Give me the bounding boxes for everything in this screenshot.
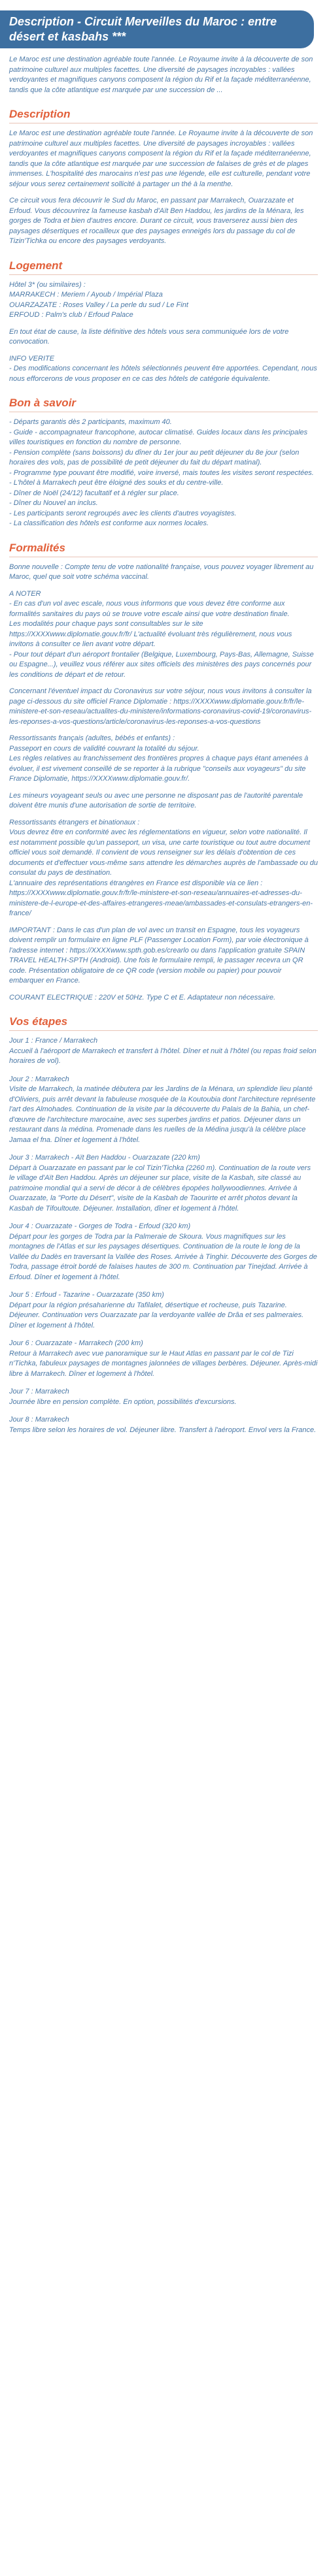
hotel-line: MARRAKECH : Meriem / Ayoub / Impérial Plaza — [9, 291, 163, 299]
ressortissants-line: Ressortissants français (adultes, bébés et enfants) : — [9, 734, 175, 742]
list-item: - Programme type pouvant être modifié, voire inversé, mais toutes les visites seront respectées. — [9, 468, 314, 477]
bon-a-savoir-section — [0, 396, 327, 529]
step-text: Départ pour les gorges de Todra par la Palmeraie de Skoura. Vous magnifiques sur les montagnes de l'Atlas et sur les paysages désertiques. Continuation de la route le long de la Vallée du Dadès en traversant la Vallée des Roses. Arrivée à Tinghir. Découverte des Gorges de Todra, passage étroit bordé de falaises hautes de 300 m. Continuation par Tinejdad. Arrivée à Erfoud. Dîner et logement à l'hôtel. — [9, 1232, 317, 1281]
step-text: Départ pour la région présaharienne du Tafilalet, désertique et rocheuse, puis Tazarine. Déjeuner. Continuation vers Ouarzazate par la verdoyante vallée de Drâa et ses palmeraies. Dîner et logement à l'hôtel. — [9, 1301, 304, 1329]
etrangers-line: L'annuaire des représentations étrangères en France est disponible via ce lien : https://XXXXwww.diplomatie.gouv.fr/fr/le-ministere-et-son-reseau/annuaires-et-adresses-du-ministere-de-l-europe-et-des-affaires-etrangeres-meae/ambassades-et-consulats-etrangers-en-france/ — [9, 879, 313, 917]
title-banner — [0, 10, 314, 48]
page-title: Description - Circuit Merveilles du Maroc : entre désert et kasbahs *** — [9, 15, 277, 43]
description-heading: Description — [9, 107, 318, 123]
ressortissants-francais-block — [9, 734, 318, 785]
step-title: Jour 1 : France / Marrakech — [9, 1037, 98, 1045]
a-noter-block — [9, 589, 318, 681]
step-title: Jour 4 : Ouarzazate - Gorges de Todra - Erfoud (320 km) — [9, 1222, 191, 1230]
formalites-paragraph: Concernant l'éventuel impact du Coronavirus sur votre séjour, nous vous invitons à consulter la page ci-dessous du site officiel France Diplomatie : https://XXXXwww.diplomatie.gouv.fr/fr/le-ministere-et-son-reseau/actualites-du-ministere/informations-coronavirus-covid-19/coronavirus-les-reponses-a-vos-questions/article/coronavirus-les-reponses-a-vos-questions — [9, 687, 312, 726]
formalites-paragraph: IMPORTANT : Dans le cas d'un plan de vol avec un transit en Espagne, tous les voyageurs doivent remplir un formulaire en ligne PLF (Passenger Location Form), par voie électronique à l'adresse internet : https://XXXXwww.spth.gob.es/crearlo ou dans l'application gratuite SPAIN TRAVEL HEALTH-SPTH (Android). Une fois le formulaire rempli, le passager recevra un QR code. Présentation obligatoire de ce QR code (version mobile ou papier) pour pouvoir embarquer en France. — [9, 926, 309, 985]
a-noter-line: - En cas d'un vol avec escale, nous vous informons que vous devez être conforme aux formalités sanitaires du pays où se trouve votre escale ainsi que votre destination finale. — [9, 600, 290, 618]
bon-a-savoir-heading: Bon à savoir — [9, 396, 318, 412]
step-text: Visite de Marrakech, la matinée débutera par les Jardins de la Ménara, un splendide lieu planté d'Oliviers, puis arrêt devant la fabuleuse mosquée de la Koutoubia dont l'architecture représente l'art des Almohades. Continuation de la visite par la découverte du Palais de la Bahia, un chef-d'œuvre de l'architecture marocaine, avec ses superbes jardins et patios. Déjeuner dans un restaurant dans la médina. Promenade dans les ruelles de la Médina jusqu'à la célèbre place Jamaa el fna. Dîner et logement à l'hôtel. — [9, 1085, 316, 1144]
info-verite-title: INFO VERITE — [9, 354, 55, 363]
a-noter-title: A NOTER — [9, 589, 41, 598]
intro-section — [0, 55, 327, 95]
etapes-section — [0, 1015, 327, 1435]
list-item: - Dîner de Noël (24/12) facultatif et à régler sur place. — [9, 489, 179, 497]
step-day-3 — [9, 1153, 318, 1214]
description-paragraph: Ce circuit vous fera découvrir le Sud du Maroc, en passant par Marrakech, Ouarzazate et Erfoud. Vous découvrirez la fameuse kasbah d'Aït Ben Haddou, les jardins de la Ménara, les gorges de Todra et bien d'autres encore. Durant ce circuit, vous traverserez aussi bien des paysages désertiques et rocailleux que des paysages enneigés lors du passage du col de Tizin'Tichka ou encore des paysages verdoyants. — [9, 197, 304, 245]
step-day-1 — [9, 1036, 318, 1067]
step-day-6 — [9, 1339, 318, 1379]
formalites-paragraph: Bonne nouvelle : Compte tenu de votre nationalité française, vous pouvez voyager librement au Maroc, quel que soit votre schéma vaccinal. — [9, 562, 314, 581]
step-text: Départ à Ouarzazate en passant par le col Tizin'Tichka (2260 m). Continuation de la route vers le village d'Aït Ben Haddou. Après un déjeuner sur place, visite de la Kasbah, site classé au patrimoine mondial qui a servi de décor à de célèbres épopées hollywoodiennes. Arrivée à Ouarzazate, la "Porte du Désert", visite de la Kasbah de Taourirte et arrêt photos devant la Kasbah de Tifoultoute. Déjeuner. Installation, dîner et logement à l'hôtel. — [9, 1164, 311, 1213]
formalites-paragraph: COURANT ELECTRIQUE : 220V et 50Hz. Type C et E. Adaptateur non nécessaire. — [9, 993, 276, 1002]
ressortissants-line: Passeport en cours de validité couvrant la totalité du séjour. — [9, 744, 199, 753]
step-title: Jour 6 : Ouarzazate - Marrakech (200 km) — [9, 1339, 143, 1347]
etrangers-line: Vous devrez être en conformité avec les réglementations en vigueur, selon votre nationalité. Il est notamment possible qu'un passeport, un visa, une carte touristique ou tout autre document officiel vous soit demandé. Il convient de vous renseigner sur les délais d'obtention de ces documents et d'effectuer vous-même sans attendre les démarches auprès de l'ambassade ou du consulat du pays de destination. — [9, 828, 318, 877]
list-item: - Guide - accompagnateur francophone, autocar climatisé. Guides locaux dans les principales villes touristiques en fonction du nombre de personne. — [9, 428, 308, 446]
formalites-section — [0, 541, 327, 1003]
step-text: Temps libre selon les horaires de vol. Déjeuner libre. Transfert à l'aéroport. Envol vers la France. — [9, 1426, 317, 1434]
list-item: - La classification des hôtels est conforme aux normes locales. — [9, 519, 209, 527]
list-item: - Pension complète (sans boissons) du dîner du 1er jour au petit déjeuner du 8e jour (selon horaires des vols, pas de possibilité de petit déjeuner du fait du départ matinal). — [9, 448, 300, 466]
formalites-paragraph: Les mineurs voyageant seuls ou avec une personne ne disposant pas de l'autorité parentale doivent être munis d'une autorisation de sortie de territoire. — [9, 791, 303, 809]
list-item: - Départs garantis dès 2 participants, maximum 40. — [9, 418, 172, 426]
hotel-line: OUARZAZATE : Roses Valley / La perle du sud / Le Fint — [9, 301, 188, 309]
list-item: - Les participants seront regroupés avec les clients d'autres voyagistes. — [9, 509, 237, 517]
ressortissants-line: Les règles relatives au franchissement des frontières propres à chaque pays étant amenées à évoluer, il est vivement conseillé de se reporter à la rubrique "conseils aux voyageurs" du site France Diplomatie, https://XXXXwww.diplomatie.gouv.fr/. — [9, 755, 309, 783]
ressortissants-etrangers-block — [9, 818, 318, 919]
intro-text: Le Maroc est une destination agréable toute l'année. Le Royaume invite à la découverte de son patrimoine culturel aux multiples facettes. Une diversité de paysages incroyables : vallées verdoyantes et magnifiques canyons composent la région du Rif et la façade méditerranéenne, tandis que la côte atlantique est marquée par une succession de ... — [9, 56, 313, 94]
info-verite-text: - Des modifications concernant les hôtels sélectionnés peuvent être apportées. Cependant, nous nous efforcerons de vous proposer en ce cas des hôtels de catégorie équivalente. — [9, 365, 317, 383]
step-day-5 — [9, 1290, 318, 1331]
logement-heading: Logement — [9, 259, 318, 275]
step-day-4 — [9, 1222, 318, 1282]
a-noter-line: Les modalités pour chaque pays sont consultables sur le site https://XXXXwww.diplomatie.gouv.fr/fr/ L'actualité évoluant très régulièrement, nous vous invitons à consulter ce lien avant votre départ. — [9, 620, 292, 648]
step-text: Retour à Marrakech avec vue panoramique sur le Haut Atlas en passant par le col de Tizi n'Tichka, fabuleux paysages de montagnes jalonnées de villages berbères. Déjeuner. Après-midi libre à Marrakech. Dîner et logement à l'hôtel. — [9, 1349, 318, 1378]
logement-paragraph: En tout état de cause, la liste définitive des hôtels vous sera communiquée lors de votre convocation. — [9, 327, 289, 346]
a-noter-line: - Pour tout départ d'un aéroport frontalier (Belgique, Luxembourg, Pays-Bas, Allemagne, Suisse ou Espagne...), veuillez vous référer aux sites officiels des ministères des pays concernés pour les conditions de départ et de retour. — [9, 650, 314, 679]
step-title: Jour 5 : Erfoud - Tazarine - Ouarzazate (350 km) — [9, 1291, 164, 1299]
description-paragraph: Le Maroc est une destination agréable toute l'année. Le Royaume invite à la découverte de son patrimoine culturel aux multiples facettes. Une diversité de paysages incroyables : vallées verdoyantes et magnifiques canyons composent la région du Rif et la façade méditerranéenne, tandis que la côte atlantique est marquée par une succession de falaises de grès et de plages immenses. L'hospitalité des marocains n'est pas une légende, elle est culturelle, pendant votre séjour vous serez certainement sollicité à partager un thé à la menthe. — [9, 129, 313, 188]
step-day-2 — [9, 1075, 318, 1146]
info-verite — [9, 354, 318, 385]
step-title: Jour 7 : Marrakech — [9, 1388, 69, 1395]
step-text: Journée libre en pension complète. En option, possibilités d'excursions. — [9, 1397, 237, 1406]
step-text: Accueil à l'aéroport de Marrakech et transfert à l'hôtel. Dîner et nuit à l'hôtel (ou repas froid selon horaires de vol). — [9, 1047, 317, 1065]
step-title: Jour 8 : Marrakech — [9, 1416, 69, 1424]
hotel-line: Hôtel 3* (ou similaires) : — [9, 280, 86, 289]
list-item: - Dîner du Nouvel an inclus. — [9, 499, 98, 507]
page — [0, 10, 327, 1450]
logement-section — [0, 259, 327, 385]
formalites-heading: Formalités — [9, 541, 318, 557]
hotel-line: ERFOUD : Palm's club / Erfoud Palace — [9, 311, 133, 319]
step-title: Jour 2 : Marrakech — [9, 1075, 69, 1083]
hotel-list — [9, 280, 318, 321]
description-section — [0, 107, 327, 247]
etrangers-line: Ressortissants étrangers et binationaux : — [9, 818, 140, 826]
list-item: - L'hôtel à Marrakech peut être éloigné des souks et du centre-ville. — [9, 479, 224, 487]
bon-a-savoir-list — [9, 417, 318, 529]
etapes-heading: Vos étapes — [9, 1015, 318, 1031]
step-title: Jour 3 : Marrakech - Aït Ben Haddou - Ouarzazate (220 km) — [9, 1154, 200, 1162]
step-day-7 — [9, 1387, 318, 1407]
step-day-8 — [9, 1415, 318, 1435]
